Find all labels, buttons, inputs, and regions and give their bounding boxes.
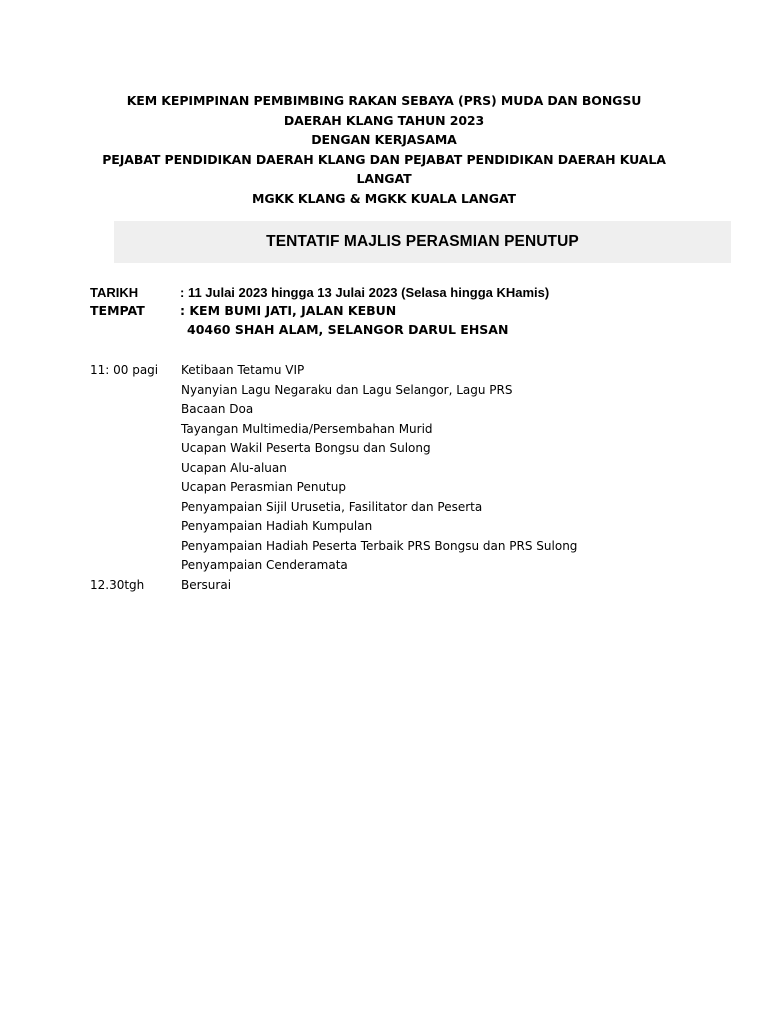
document-header — [80, 91, 688, 208]
header-line-camp-name: KEM KEPIMPINAN PEMBIMBING RAKAN SEBAYA (PRS) MUDA DAN BONGSU — [126, 93, 642, 108]
schedule-item: Penyampaian Hadiah Peserta Terbaik PRS Bongsu dan PRS Sulong — [181, 538, 578, 553]
document-title: TENTATIF MAJLIS PERASMIAN PENUTUP — [266, 233, 579, 250]
schedule-item: Ucapan Perasmian Penutup — [181, 480, 346, 494]
schedule-item: Penyampaian Hadiah Kumpulan — [181, 519, 373, 533]
schedule-item: Ketibaan Tetamu VIP — [181, 363, 305, 377]
header-line-mgkk: MGKK KLANG & MGKK KUALA LANGAT — [252, 190, 516, 206]
schedule-item: Tayangan Multimedia/Persembahan Murid — [181, 421, 433, 436]
schedule-items — [181, 361, 577, 595]
header-line-offices: PEJABAT PENDIDIKAN DAERAH KLANG DAN PEJABAT PENDIDIKAN DAERAH KUALA — [102, 151, 666, 167]
schedule-item: Penyampaian Sijil Urusetia, Fasilitator dan Peserta — [181, 499, 483, 514]
tarikh-value: : 11 Julai 2023 hingga 13 Julai 2023 (Selasa hingga KHamis) — [180, 285, 550, 300]
header-line-collaboration: DENGAN KERJASAMA — [311, 132, 457, 147]
schedule-item: Nyanyian Lagu Negaraku dan Lagu Selangor, Lagu PRS — [181, 382, 513, 397]
schedule-item: Bacaan Doa — [181, 402, 254, 416]
title-band — [114, 221, 731, 263]
header-line-offices-cont: LANGAT — [356, 171, 412, 186]
header-line-district-year: DAERAH KLANG TAHUN 2023 — [283, 112, 485, 128]
schedule-item: Ucapan Alu-aluan — [181, 460, 287, 475]
schedule-end-time: 12.30tgh — [90, 577, 145, 592]
schedule-item: Ucapan Wakil Peserta Bongsu dan Sulong — [181, 441, 431, 455]
schedule-item: Penyampaian Cenderamata — [181, 558, 348, 572]
tempat-label: TEMPAT — [90, 303, 145, 318]
tempat-address: 40460 SHAH ALAM, SELANGOR DARUL EHSAN — [187, 322, 509, 337]
schedule-start-time: 11: 00 pagi — [90, 363, 159, 377]
schedule-item: Bersurai — [181, 577, 232, 592]
tempat-value: : KEM BUMI JATI, JALAN KEBUN — [180, 303, 397, 318]
tarikh-label: TARIKH — [90, 285, 139, 300]
